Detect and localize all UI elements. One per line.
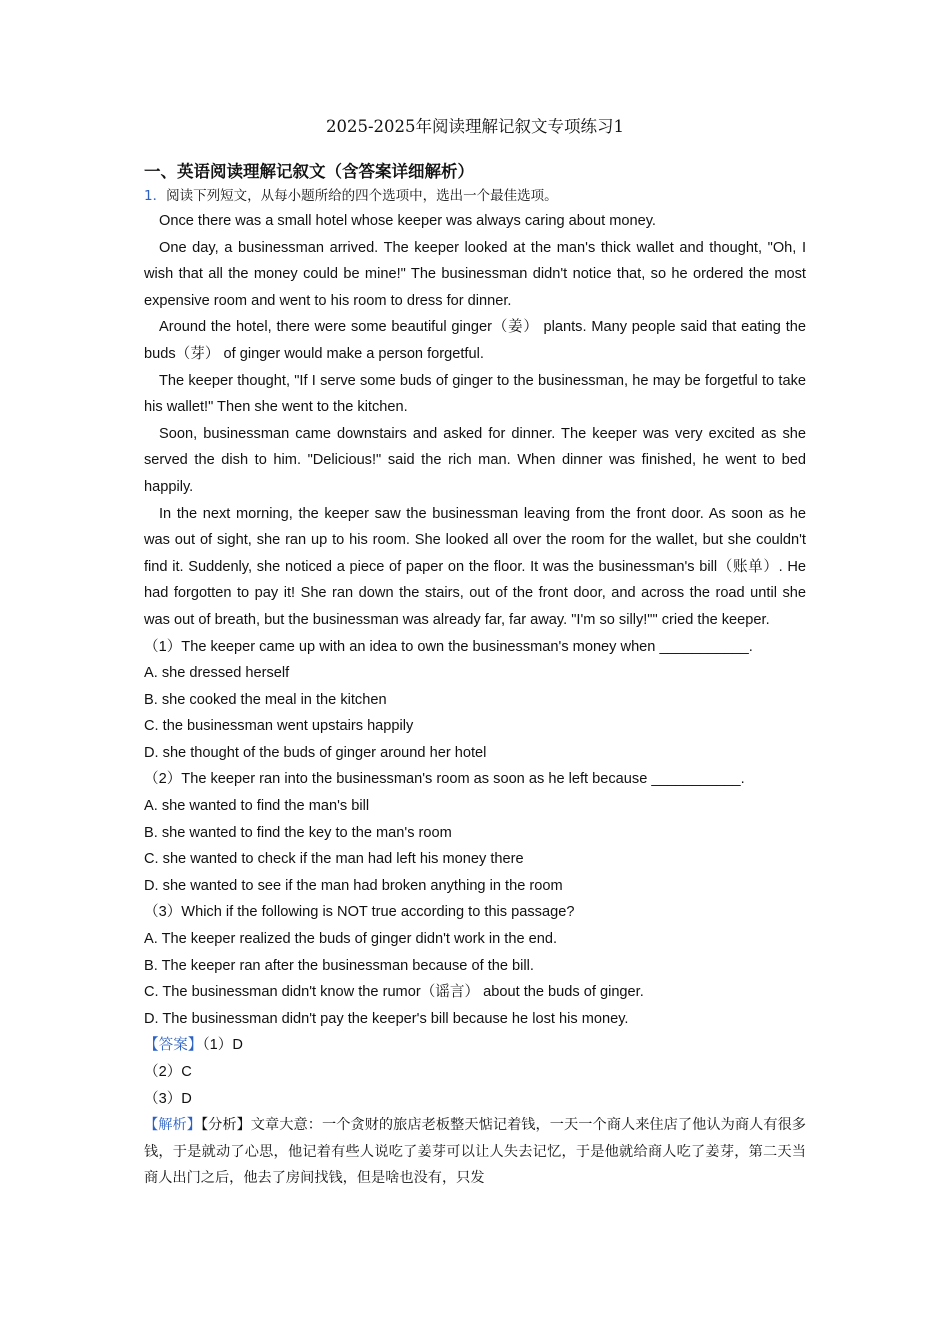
- document-page: [144, 112, 806, 1192]
- sub-question-2: [144, 766, 806, 899]
- option-c: C. The businessman didn't know the rumor（谣言） about the buds of ginger.: [144, 984, 644, 1001]
- option-d: D. The businessman didn't pay the keeper's bill because he lost his money.: [144, 1010, 629, 1027]
- option-b: B. The keeper ran after the businessman because of the bill.: [144, 957, 534, 974]
- option-d: D. she wanted to see if the man had broken anything in the room: [144, 877, 563, 894]
- question-stem: （1）The keeper came up with an idea to own the businessman's money when ___________.: [144, 638, 753, 655]
- passage-paragraph: Soon, businessman came downstairs and asked for dinner. The keeper was very excited as she served the dish to him. "Delicious!" said the rich man. When dinner was finished, he went to bed happily.: [144, 425, 806, 495]
- analysis-paragraph: [144, 1112, 806, 1192]
- answer-value: （1）D: [202, 1037, 243, 1054]
- sub-question-3: [144, 899, 806, 1032]
- option-c: C. the businessman went upstairs happily: [144, 718, 414, 735]
- option-a: A. she wanted to find the man's bill: [144, 798, 370, 815]
- passage-paragraph: In the next morning, the keeper saw the businessman leaving from the front door. As soon as he was out of sight, she ran up to his room. She looked all over the room for the wallet, but she couldn't find it. Suddenly, she noticed a piece of paper on the floor. It was the businessman's bill（账单）. He had forgotten to pay it! She ran down the stairs, out of the front door, and across the road until she was out of breath, but the businessman was already far, far away. "I'm so silly!"" cried the keeper.: [144, 505, 806, 628]
- question-number: 1．: [144, 188, 167, 204]
- answer-line: （2）C: [144, 1064, 192, 1080]
- answer-line: （3）D: [144, 1090, 192, 1107]
- question-stem: （3）Which if the following is NOT true according to this passage?: [144, 904, 575, 921]
- analysis-tag: 【解析】: [144, 1117, 201, 1134]
- passage-paragraph: Around the hotel, there were some beautiful ginger（姜） plants. Many people said that eating the buds（芽） of ginger would make a person forgetful.: [144, 319, 806, 362]
- option-b: B. she wanted to find the key to the man's room: [144, 824, 452, 841]
- document-title: 2025-2025年阅读理解记叙文专项练习1: [325, 117, 625, 136]
- option-c: C. she wanted to check if the man had left his money there: [144, 851, 524, 868]
- analysis-text: 【分析】文章大意：一个贪财的旅店老板整天惦记着钱，一天一个商人来住店了他认为商人有很多钱，于是就动了心思，他记着有些人说吃了姜芽可以让人失去记忆，于是他就给商人吃了姜芽，第二天当商人出门之后，他去了房间找钱，但是啥也没有，只发: [144, 1117, 806, 1187]
- answer-tag: 【答案】: [144, 1036, 203, 1054]
- option-d: D. she thought of the buds of ginger around her hotel: [144, 744, 487, 761]
- answer-line: [144, 1032, 806, 1059]
- sub-question-1: [144, 634, 806, 767]
- option-a: A. she dressed herself: [144, 665, 290, 682]
- passage-paragraph: Once there was a small hotel whose keeper was always caring about money.: [159, 213, 656, 229]
- option-a: A. The keeper realized the buds of ginger didn't work in the end.: [144, 931, 558, 948]
- question-instruction: [144, 184, 806, 208]
- option-b: B. she cooked the meal in the kitchen: [144, 691, 387, 708]
- section-heading: 一、英语阅读理解记叙文（含答案详细解析）: [144, 162, 474, 181]
- instruction-text: 阅读下列短文，从每小题所给的四个选项中，选出一个最佳选项。: [166, 188, 558, 204]
- question-stem: （2）The keeper ran into the businessman's room as soon as he left because ___________.: [144, 771, 745, 788]
- passage-paragraph: The keeper thought, "If I serve some buds of ginger to the businessman, he may be forgetful to take his wallet!" Then she went to the kitchen.: [144, 372, 806, 416]
- answer-block: [144, 1032, 806, 1112]
- passage: [144, 208, 806, 634]
- passage-paragraph: One day, a businessman arrived. The keeper looked at the man's thick wallet and thought, "Oh, I wish that all the money could be mine!" The businessman didn't notice that, so he ordered the most expensive room and went to his room to dress for dinner.: [144, 239, 806, 309]
